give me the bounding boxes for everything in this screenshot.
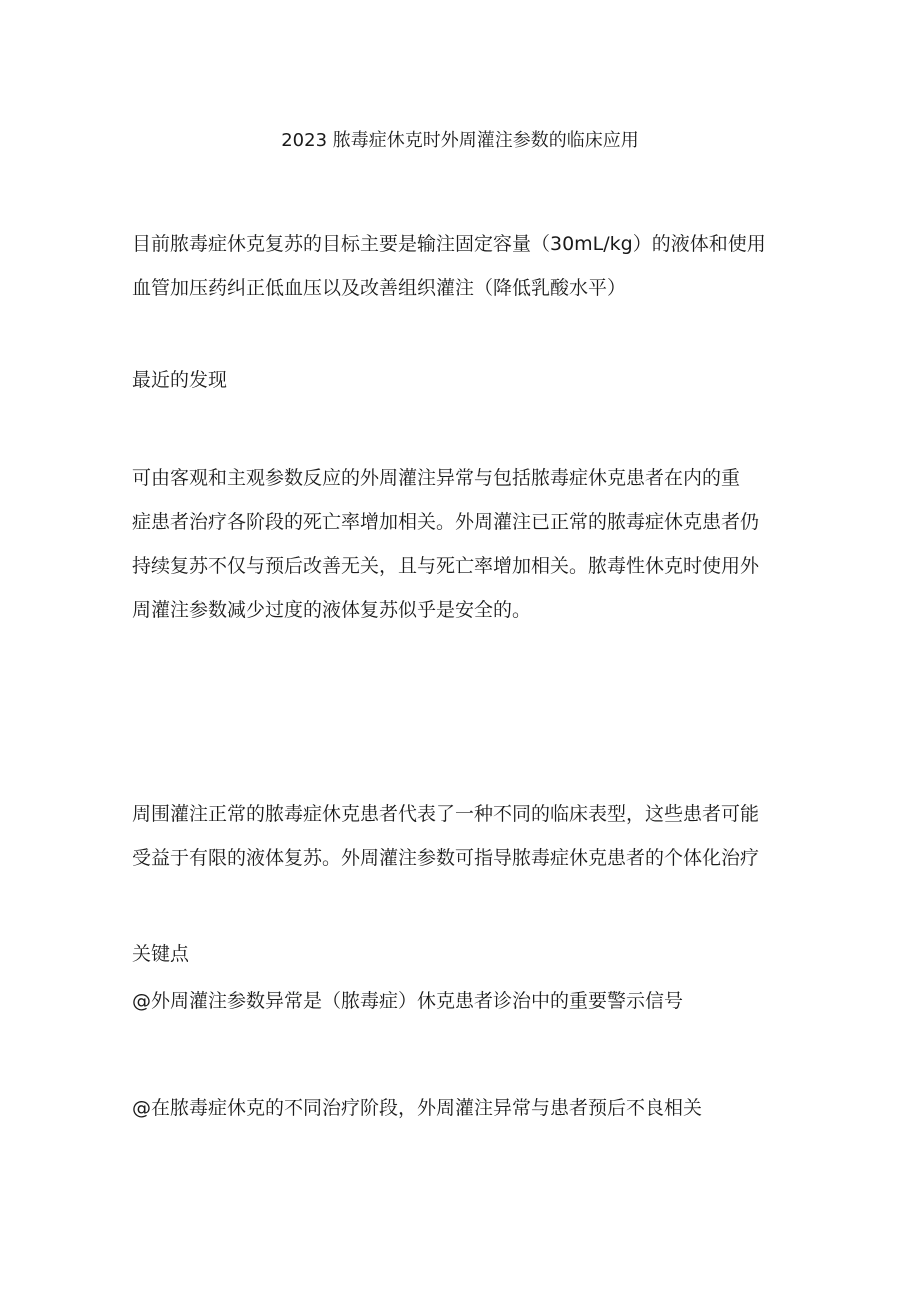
key-points-heading: 关键点 [132,943,190,965]
recent-findings-heading: 最近的发现 [132,369,228,391]
findings-line: 可由客观和主观参数反应的外周灌注异常与包括脓毒症休克患者在内的重 [132,467,741,489]
key-point-item: @外周灌注参数异常是（脓毒症）休克患者诊治中的重要警示信号 [132,990,684,1012]
intro-line: 血管加压药纠正低血压以及改善组织灌注（降低乳酸水平） [132,277,627,299]
intro-line: 目前脓毒症休克复苏的目标主要是输注固定容量（30mL/kg）的液体和使用 [132,233,766,255]
intro-paragraph [132,222,802,310]
phenotype-line: 周围灌注正常的脓毒症休克患者代表了一种不同的临床表型，这些患者可能 [132,803,760,825]
phenotype-line: 受益于有限的液体复苏。外周灌注参数可指导脓毒症休克患者的个体化治疗 [132,847,760,869]
document-title: 2023 脓毒症休克时外周灌注参数的临床应用 [281,130,639,151]
key-point-item: @在脓毒症休克的不同治疗阶段，外周灌注异常与患者预后不良相关 [132,1097,703,1119]
findings-line: 症患者治疗各阶段的死亡率增加相关。外周灌注已正常的脓毒症休克患者仍 [132,511,760,533]
findings-line: 周灌注参数减少过度的液体复苏似乎是安全的。 [132,599,532,621]
findings-line: 持续复苏不仅与预后改善无关，且与死亡率增加相关。脓毒性休克时使用外 [132,555,760,577]
phenotype-paragraph [132,792,802,880]
findings-paragraph [132,456,802,632]
